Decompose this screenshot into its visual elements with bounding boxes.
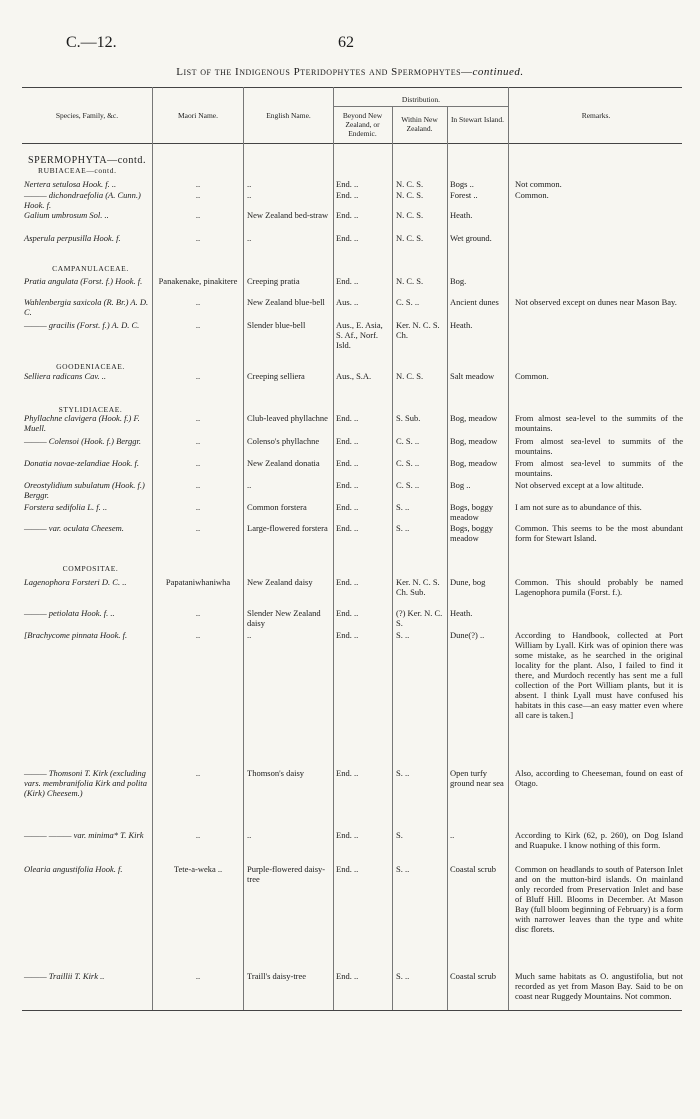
within-nz-cell: N. C. S. xyxy=(396,190,424,200)
stewart-island-cell: Bogs, boggy meadow xyxy=(450,502,493,522)
english-name-cell: .. xyxy=(247,480,252,490)
remarks-cell: According to Kirk (62, p. 260), on Dog Island and Ruapuke. I know nothing of this form. xyxy=(515,830,683,850)
document-code: C.—12. xyxy=(66,34,117,51)
species-cell: ——— Thomsoni T. Kirk (excluding vars. membranifolia Kirk and polita (Kirk) Cheesem.) xyxy=(24,768,148,798)
stewart-island-cell: Forest .. xyxy=(450,190,478,200)
col-line-5 xyxy=(447,106,448,1010)
maori-name-cell: Panakenake, pinakitere xyxy=(158,276,238,286)
maori-name-cell: .. xyxy=(195,480,201,490)
species-cell: Donatia novae-zelandiae Hook. f. xyxy=(24,458,139,468)
within-nz-cell: C. S. .. xyxy=(396,436,420,446)
remarks-cell: From almost sea-level to summits of the mountains. xyxy=(515,436,683,456)
table-title-main: List of the Indigenous Pteridophytes and Spermophytes— xyxy=(176,66,473,78)
beyond-nz-cell: End. .. xyxy=(336,190,359,200)
stewart-island-cell: Ancient dunes xyxy=(450,297,499,307)
beyond-nz-cell: End. .. xyxy=(336,608,359,618)
col-line-4 xyxy=(392,106,393,1010)
remarks-cell: Not observed except at a low altitude. xyxy=(515,480,644,490)
within-nz-cell: N. C. S. xyxy=(396,276,424,286)
stewart-island-cell: Bog, meadow xyxy=(450,458,498,468)
english-name-cell: Slender New Zealand daisy xyxy=(247,608,321,628)
maori-name-cell: .. xyxy=(195,502,201,512)
stewart-island-cell: Heath. xyxy=(450,210,473,220)
header-distribution: Distribution. xyxy=(401,95,441,104)
header-maori: Maori Name. xyxy=(178,111,218,120)
species-cell: ——— petiolata Hook. f. .. xyxy=(24,608,115,618)
species-cell: Pratia angulata (Forst. f.) Hook. f. xyxy=(24,276,143,286)
species-cell: ——— ——— var. minima* T. Kirk xyxy=(24,830,144,840)
col-line-6 xyxy=(508,87,509,1010)
stewart-island-cell: Bogs, boggy meadow xyxy=(450,523,493,543)
within-nz-cell: C. S. .. xyxy=(396,458,420,468)
header-species: Species, Family, &c. xyxy=(55,111,119,120)
species-cell: Phyllachne clavigera (Hook. f.) F. Muell. xyxy=(24,413,140,433)
maori-name-cell: .. xyxy=(195,179,201,189)
remarks-cell: I am not sure as to abundance of this. xyxy=(515,502,642,512)
species-cell: ——— dichondraefolia (A. Cunn.) Hook. f. xyxy=(24,190,141,210)
remarks-cell: Common. xyxy=(515,371,549,381)
english-name-cell: .. xyxy=(247,179,252,189)
species-cell: Olearia angustifolia Hook. f. xyxy=(24,864,123,874)
english-name-cell: New Zealand blue-bell xyxy=(247,297,325,307)
beyond-nz-cell: End. .. xyxy=(336,480,359,490)
remarks-cell: Not common. xyxy=(515,179,562,189)
beyond-nz-cell: End. .. xyxy=(336,864,359,874)
maori-name-cell: .. xyxy=(195,458,201,468)
stewart-island-cell: Heath. xyxy=(450,608,473,618)
within-nz-cell: C. S. .. xyxy=(396,480,420,490)
english-name-cell: Slender blue-bell xyxy=(247,320,306,330)
species-cell: Lagenophora Forsteri D. C. .. xyxy=(24,577,127,587)
beyond-nz-cell: End. .. xyxy=(336,233,359,243)
beyond-nz-cell: End. .. xyxy=(336,413,359,423)
maori-name-cell: .. xyxy=(195,297,201,307)
remarks-cell: Common. This should probably be named Lagenophora pumila (Forst. f.). xyxy=(515,577,683,597)
english-name-cell: New Zealand donatia xyxy=(247,458,320,468)
header-english: English Name. xyxy=(266,111,311,120)
maori-name-cell: .. xyxy=(195,523,201,533)
species-cell: Selliera radicans Cav. .. xyxy=(24,371,106,381)
within-nz-cell: N. C. S. xyxy=(396,371,424,381)
maori-name-cell: .. xyxy=(195,320,201,330)
english-name-cell: Large-flowered forstera xyxy=(247,523,328,533)
stewart-island-cell: Bog. xyxy=(450,276,467,286)
english-name-cell: Common forstera xyxy=(247,502,307,512)
stewart-island-cell: Open turfy ground near sea xyxy=(450,768,504,788)
species-cell: Nertera setulosa Hook. f. .. xyxy=(24,179,117,189)
maori-name-cell: .. xyxy=(195,608,201,618)
section-heading: GOODENIACEAE. xyxy=(56,362,125,371)
header-within: Within New Zealand. xyxy=(401,115,438,133)
english-name-cell: .. xyxy=(247,830,252,840)
maori-name-cell: .. xyxy=(195,436,201,446)
col-line-3 xyxy=(333,87,334,1010)
english-name-cell: .. xyxy=(247,190,252,200)
stewart-island-cell: Bog, meadow xyxy=(450,413,498,423)
table-header-rule xyxy=(22,143,682,144)
stewart-island-cell: Dune(?) .. xyxy=(450,630,485,640)
species-cell: ——— Traillii T. Kirk .. xyxy=(24,971,105,981)
beyond-nz-cell: End. .. xyxy=(336,971,359,981)
remarks-cell: According to Handbook, collected at Port William by Lyall. Kirk was of opinion there was some mistake, as he searched in the original locality for the plant. Also, I failed to find it there, and Murdoch recently has sent me a full collection of the Port William plants, but it is absent. I think Lyall must have confused his habitats in this case—an easy matter even where all care is taken.] xyxy=(515,630,683,720)
beyond-nz-cell: End. .. xyxy=(336,210,359,220)
remarks-cell: From almost sea-level to the summits of the mountains. xyxy=(515,413,683,433)
beyond-nz-cell: End. .. xyxy=(336,179,359,189)
species-cell: ——— Colensoi (Hook. f.) Berggr. xyxy=(24,436,142,446)
species-cell: ——— gracilis (Forst. f.) A. D. C. xyxy=(24,320,140,330)
section-heading: STYLIDIACEAE. xyxy=(58,405,123,414)
beyond-nz-cell: End. .. xyxy=(336,630,359,640)
english-name-cell: Traill's daisy-tree xyxy=(247,971,307,981)
page-number: 62 xyxy=(338,34,354,51)
remarks-cell: Not observed except on dunes near Mason Bay. xyxy=(515,297,677,307)
col-line-1 xyxy=(152,87,153,1010)
remarks-cell: Common on headlands to south of Paterson Inlet and on the mutton-bird islands. On mainland only recorded from Preservation Inlet and base of Bluff Hill. Blooms in December. At Mason Bay (full bloom beginning of February) is a form with narrower leaves than the type and white disc florets. xyxy=(515,864,683,934)
english-name-cell: Creeping selliera xyxy=(247,371,305,381)
within-nz-cell: S. .. xyxy=(396,768,410,778)
beyond-nz-cell: Aus., S.A. xyxy=(336,371,372,381)
maori-name-cell: .. xyxy=(195,413,201,423)
stewart-island-cell: Bog .. xyxy=(450,480,471,490)
species-cell: Forstera sedifolia L. f. .. xyxy=(24,502,108,512)
maori-name-cell: .. xyxy=(195,830,201,840)
remarks-cell: Common. xyxy=(515,190,549,200)
english-name-cell: Colenso's phyllachne xyxy=(247,436,320,446)
section-heading: CAMPANULACEAE. xyxy=(52,264,129,273)
maori-name-cell: .. xyxy=(195,210,201,220)
remarks-cell: Much same habitats as O. angustifolia, but not recorded as yet from Mason Bay. Said to be on coast near Ruggedy Mountains. Not common. xyxy=(515,971,683,1001)
species-cell: Galium umbrosum Sol. .. xyxy=(24,210,109,220)
col-line-2 xyxy=(243,87,244,1010)
within-nz-cell: S. Sub. xyxy=(396,413,421,423)
header-beyond: Beyond New Zealand, or Endemic. xyxy=(342,111,383,138)
species-cell: [Brachycome pinnata Hook. f. xyxy=(24,630,128,640)
english-name-cell: .. xyxy=(247,233,252,243)
beyond-nz-cell: End. .. xyxy=(336,523,359,533)
within-nz-cell: S. .. xyxy=(396,971,410,981)
within-nz-cell: S. xyxy=(396,830,403,840)
beyond-nz-cell: End. .. xyxy=(336,458,359,468)
beyond-nz-cell: Aus. .. xyxy=(336,297,359,307)
table-top-rule xyxy=(22,87,682,88)
remarks-cell: Also, according to Cheeseman, found on east of Otago. xyxy=(515,768,683,788)
table-bottom-rule xyxy=(22,1010,682,1011)
maori-name-cell: .. xyxy=(195,233,201,243)
within-nz-cell: S. .. xyxy=(396,502,410,512)
distribution-rule xyxy=(333,106,508,107)
table-title-cont: continued. xyxy=(472,66,524,78)
header-remarks: Remarks. xyxy=(581,111,611,120)
beyond-nz-cell: End. .. xyxy=(336,577,359,587)
within-nz-cell: N. C. S. xyxy=(396,210,424,220)
stewart-island-cell: Bog, meadow xyxy=(450,436,498,446)
beyond-nz-cell: End. .. xyxy=(336,830,359,840)
within-nz-cell: Ker. N. C. S. Ch. xyxy=(396,320,440,340)
maori-name-cell: Tete-a-weka .. xyxy=(173,864,223,874)
stewart-island-cell: Salt meadow xyxy=(450,371,495,381)
table-title xyxy=(0,66,700,78)
stewart-island-cell: Wet ground. xyxy=(450,233,492,243)
within-nz-cell: S. .. xyxy=(396,630,410,640)
stewart-island-cell: Bogs .. xyxy=(450,179,474,189)
species-cell: ——— var. oculata Cheesem. xyxy=(24,523,124,533)
english-name-cell: Creeping pratia xyxy=(247,276,300,286)
maori-name-cell: Papataniwhaniwha xyxy=(165,577,231,587)
stewart-island-cell: Heath. xyxy=(450,320,473,330)
beyond-nz-cell: End. .. xyxy=(336,436,359,446)
beyond-nz-cell: End. .. xyxy=(336,768,359,778)
english-name-cell: New Zealand daisy xyxy=(247,577,313,587)
maori-name-cell: .. xyxy=(195,371,201,381)
within-nz-cell: (?) Ker. N. C. S. xyxy=(396,608,443,628)
maori-name-cell: .. xyxy=(195,768,201,778)
maori-name-cell: .. xyxy=(195,190,201,200)
english-name-cell: .. xyxy=(247,630,252,640)
within-nz-cell: N. C. S. xyxy=(396,179,424,189)
within-nz-cell: N. C. S. xyxy=(396,233,424,243)
section-title: SPERMOPHYTA—contd. xyxy=(28,155,147,166)
beyond-nz-cell: End. .. xyxy=(336,276,359,286)
stewart-island-cell: Coastal scrub xyxy=(450,864,497,874)
species-cell: Wahlenbergia saxicola (R. Br.) A. D. C. xyxy=(24,297,149,317)
english-name-cell: New Zealand bed-straw xyxy=(247,210,329,220)
within-nz-cell: Ker. N. C. S. Ch. Sub. xyxy=(396,577,440,597)
beyond-nz-cell: Aus., E. Asia, S. Af., Norf. Isld. xyxy=(336,320,383,350)
species-cell: Asperula perpusilla Hook. f. xyxy=(24,233,121,243)
species-cell: Oreostylidium subulatum (Hook. f.) Berggr. xyxy=(24,480,145,500)
section-heading: COMPOSITAE. xyxy=(62,564,119,573)
header-stewart: In Stewart Island. xyxy=(450,115,505,124)
section-subtitle: RUBIACEAE—contd. xyxy=(38,166,117,175)
stewart-island-cell: Coastal scrub xyxy=(450,971,497,981)
within-nz-cell: C. S. .. xyxy=(396,297,420,307)
stewart-island-cell: Dune, bog xyxy=(450,577,486,587)
maori-name-cell: .. xyxy=(195,630,201,640)
stewart-island-cell: .. xyxy=(450,830,455,840)
english-name-cell: Thomson's daisy xyxy=(247,768,305,778)
beyond-nz-cell: End. .. xyxy=(336,502,359,512)
section-heading xyxy=(28,156,153,176)
within-nz-cell: S. .. xyxy=(396,864,410,874)
english-name-cell: Purple-flowered daisy-tree xyxy=(247,864,326,884)
remarks-cell: Common. This seems to be the most abundant form for Stewart Island. xyxy=(515,523,683,543)
running-head xyxy=(0,34,700,54)
remarks-cell: From almost sea-level to summits of the mountains. xyxy=(515,458,683,478)
maori-name-cell: .. xyxy=(195,971,201,981)
english-name-cell: Club-leaved phyllachne xyxy=(247,413,328,423)
within-nz-cell: S. .. xyxy=(396,523,410,533)
